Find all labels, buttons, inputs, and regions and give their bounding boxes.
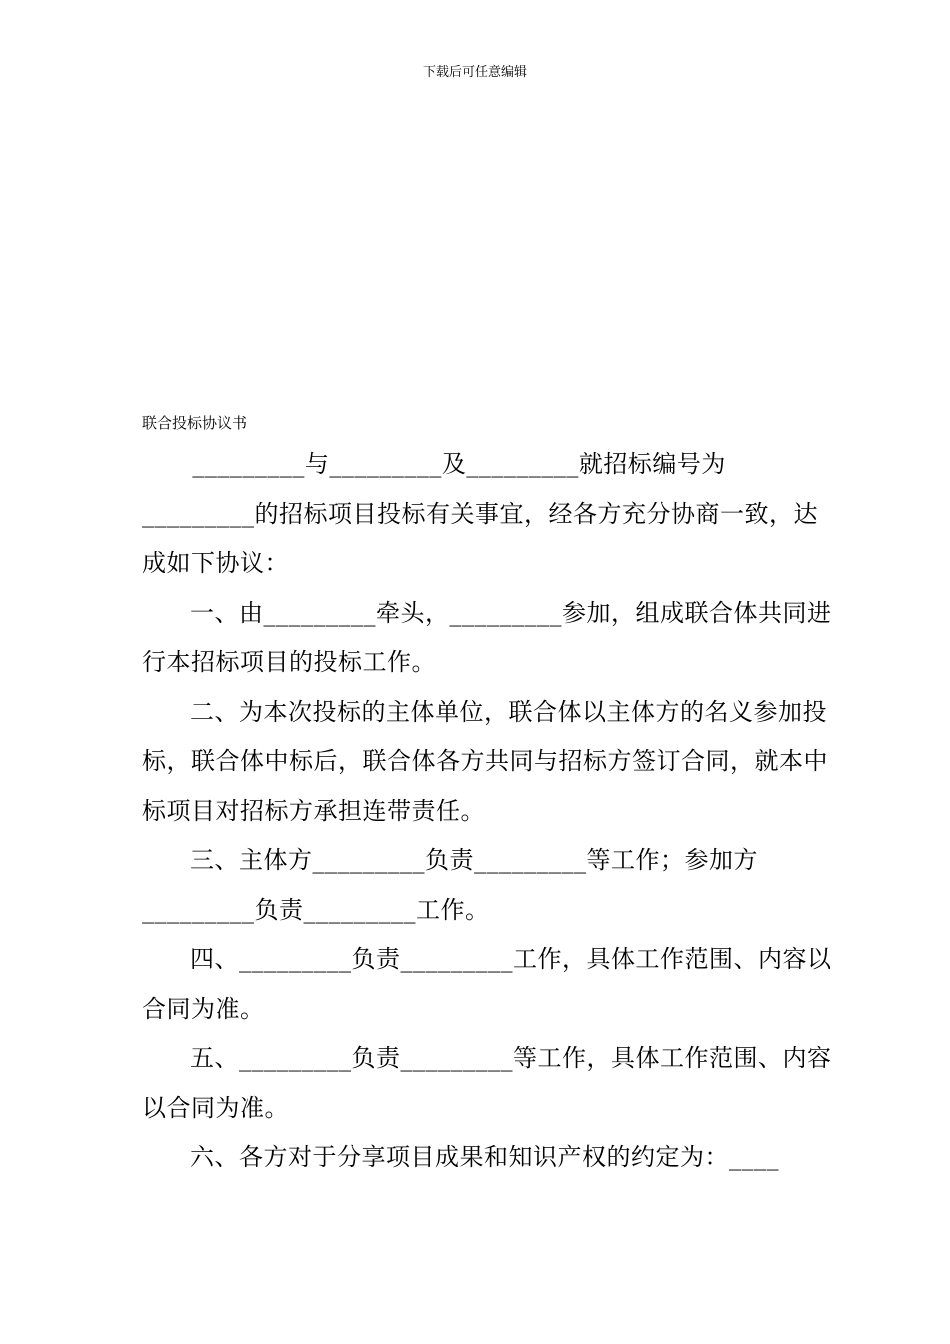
document-body [142,440,832,1183]
document-title: 联合投标协议书 [142,414,248,432]
paragraph-clause-4: 四、_________负责_________工作，具体工作范围、内容以合同为准。 [142,945,832,1023]
paragraph-intro: _________与_________及_________就招标编号为_________的招标项目投标有关事宜，经各方充分协商一致，达成如下协议： [142,450,818,577]
paragraph-clause-5: 五、_________负责_________等工作，具体工作范围、内容以合同为准。 [142,1044,832,1122]
paragraph-clause-2: 二、为本次投标的主体单位，联合体以主体方的名义参加投标，联合体中标后，联合体各方共同与招标方签订合同，就本中标项目对招标方承担连带责任。 [142,697,828,825]
paragraph-clause-3: 三、主体方_________负责_________等工作；参加方_________负责_________工作。 [142,846,758,924]
paragraph-clause-6: 六、各方对于分享项目成果和知识产权的约定为：____ [190,1143,779,1171]
page-header: 下载后可任意编辑 [422,65,527,80]
paragraph-clause-1: 一、由_________牵头，_________参加，组成联合体共同进行本招标项目的投标工作。 [142,598,832,676]
